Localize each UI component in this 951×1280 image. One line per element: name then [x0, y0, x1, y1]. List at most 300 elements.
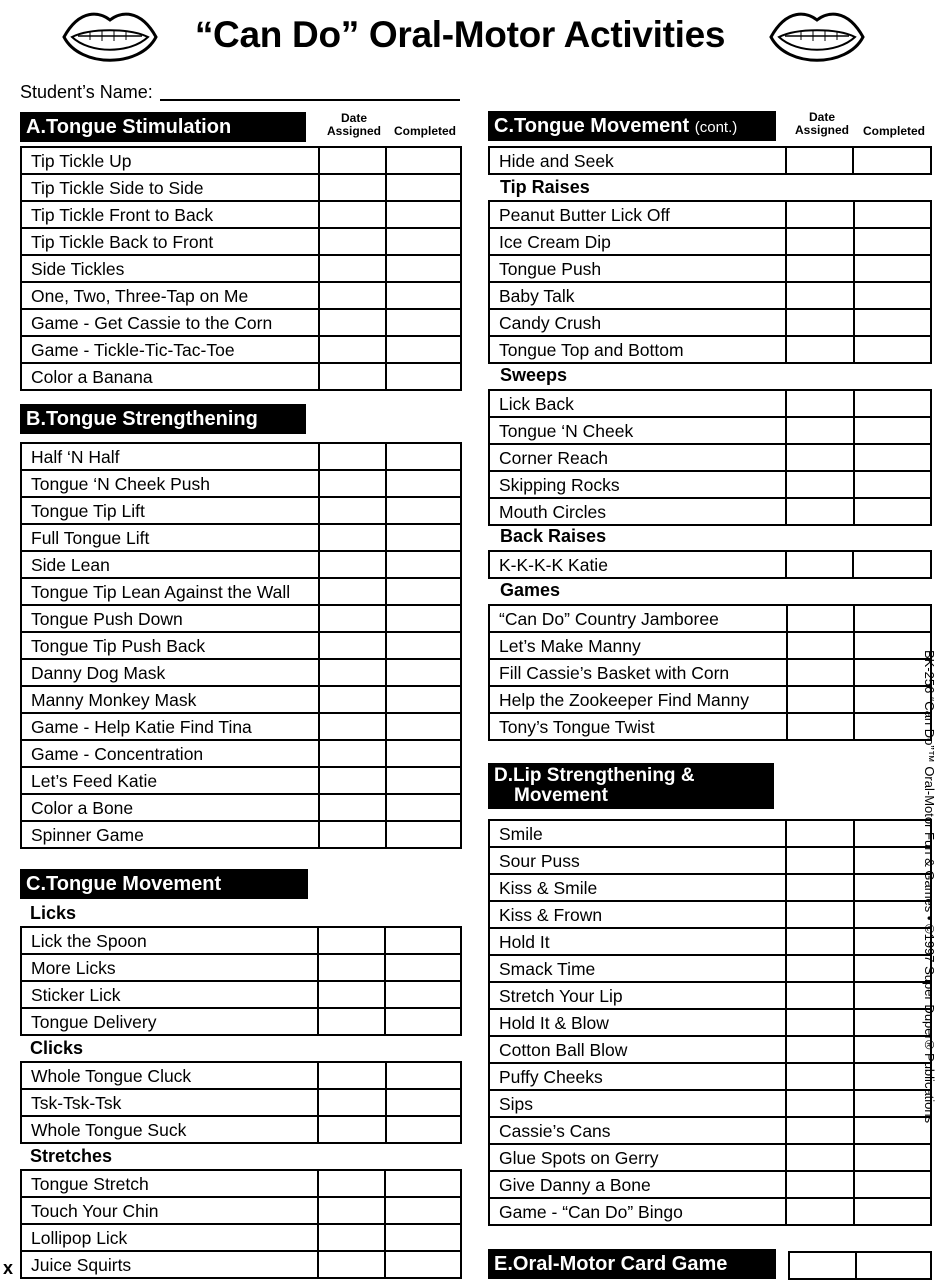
activity-row: [21, 1197, 461, 1224]
date-assigned-cell[interactable]: [319, 228, 386, 255]
completed-cell[interactable]: [386, 497, 461, 524]
activity-name: Tip Tickle Back to Front: [21, 228, 319, 255]
activity-name: One, Two, Three-Tap on Me: [21, 282, 319, 309]
date-assigned-cell[interactable]: [319, 336, 386, 363]
date-assigned-cell[interactable]: [319, 443, 386, 470]
subsection-stretches: Stretches: [30, 1146, 113, 1166]
activity-name: Cotton Ball Blow: [489, 1036, 786, 1063]
completed-cell[interactable]: [386, 363, 461, 390]
activity-row: [489, 605, 931, 632]
activity-name: Tongue Tip Push Back: [21, 632, 319, 659]
activity-name: Sips: [489, 1090, 786, 1117]
activity-row: [489, 1198, 931, 1225]
activity-row: [489, 336, 931, 363]
activity-name: Skipping Rocks: [489, 471, 786, 498]
date-assigned-cell[interactable]: [786, 228, 853, 255]
activity-name: K-K-K-K Katie: [489, 551, 786, 578]
completed-cell[interactable]: [386, 470, 461, 497]
activity-name: Whole Tongue Cluck: [21, 1062, 318, 1089]
activity-row: [489, 686, 931, 713]
activity-name: Tongue Push Down: [21, 605, 319, 632]
date-assigned-cell[interactable]: [786, 498, 854, 525]
completed-cell[interactable]: [854, 1171, 931, 1198]
activity-name: Side Tickles: [21, 255, 319, 282]
completed-cell[interactable]: [854, 955, 931, 982]
activity-name: Game - Tickle-Tic-Tac-Toe: [21, 336, 319, 363]
activity-name: Manny Monkey Mask: [21, 686, 319, 713]
date-assigned-cell[interactable]: [786, 955, 853, 982]
publisher-credit: BK-256 “Can Do”™ Oral-Motor Fun & Games • ©1997 Super Duper® Publications: [922, 650, 937, 1124]
activity-name: Peanut Butter Lick Off: [489, 201, 786, 228]
activity-name: Tongue Top and Bottom: [489, 336, 786, 363]
activity-row: [21, 981, 461, 1008]
date-assigned-cell[interactable]: [319, 605, 386, 632]
date-assigned-cell[interactable]: [786, 147, 854, 174]
completed-cell[interactable]: [854, 282, 931, 309]
date-assigned-cell[interactable]: [786, 928, 853, 955]
date-assigned-cell[interactable]: [318, 1170, 386, 1197]
completed-cell[interactable]: [385, 981, 461, 1008]
completed-cell[interactable]: [385, 1197, 461, 1224]
activity-name: Tongue Tip Lean Against the Wall: [21, 578, 319, 605]
activity-row: [489, 390, 931, 417]
date-assigned-cell[interactable]: [786, 1171, 853, 1198]
completed-cell[interactable]: [854, 874, 931, 901]
activity-name: Hold It: [489, 928, 786, 955]
date-assigned-cell[interactable]: [786, 1090, 853, 1117]
completed-cell[interactable]: [385, 927, 461, 954]
c-cont-top-table: [488, 146, 932, 175]
completed-cell[interactable]: [854, 309, 931, 336]
date-assigned-cell[interactable]: [319, 821, 386, 848]
activity-name: Juice Squirts: [21, 1251, 318, 1278]
date-assigned-cell[interactable]: [787, 686, 854, 713]
page-title: “Can Do” Oral-Motor Activities: [194, 14, 726, 55]
date-assigned-cell[interactable]: [319, 659, 386, 686]
completed-cell[interactable]: [854, 1063, 931, 1090]
completed-cell[interactable]: [854, 417, 932, 444]
completed-cell[interactable]: [386, 1062, 461, 1089]
activity-row: [21, 1062, 461, 1089]
completed-cell[interactable]: [854, 686, 931, 713]
date-assigned-cell[interactable]: [319, 686, 386, 713]
activity-row: [489, 1009, 931, 1036]
date-assigned-cell[interactable]: [318, 1251, 386, 1278]
activity-row: [21, 954, 461, 981]
activity-name: Sticker Lick: [21, 981, 318, 1008]
completed-cell[interactable]: [854, 390, 932, 417]
date-assigned-cell[interactable]: [786, 1117, 853, 1144]
activity-row: [21, 497, 461, 524]
date-assigned-cell[interactable]: [787, 659, 854, 686]
completed-cell[interactable]: [385, 1224, 461, 1251]
completed-cell[interactable]: [854, 201, 931, 228]
completed-cell[interactable]: [854, 228, 931, 255]
lips-icon: [767, 4, 867, 70]
completed-cell[interactable]: [854, 471, 932, 498]
completed-cell[interactable]: [386, 605, 461, 632]
subsection-licks: Licks: [30, 903, 77, 923]
activity-row: [21, 147, 461, 174]
date-assigned-cell[interactable]: [318, 1008, 386, 1035]
date-assigned-cell[interactable]: [319, 524, 386, 551]
completed-cell[interactable]: [854, 336, 931, 363]
completed-cell[interactable]: [386, 147, 461, 174]
activity-name: Tongue Push: [489, 255, 786, 282]
completed-cell[interactable]: [854, 659, 931, 686]
activity-name: Game - “Can Do” Bingo: [489, 1198, 786, 1225]
date-assigned-cell[interactable]: [319, 713, 386, 740]
activity-row: [489, 1090, 931, 1117]
activity-row: [21, 659, 461, 686]
activity-row: [489, 201, 931, 228]
completed-cell[interactable]: [386, 255, 461, 282]
activity-name: Tongue Delivery: [21, 1008, 318, 1035]
date-assigned-cell[interactable]: [786, 444, 854, 471]
activity-row: [489, 498, 931, 525]
activity-row: [21, 1251, 461, 1278]
activity-row: [21, 740, 461, 767]
activity-row: [21, 1116, 461, 1143]
clicks-table: [20, 1061, 462, 1144]
activity-row: [21, 363, 461, 390]
date-assigned-cell[interactable]: [319, 578, 386, 605]
activity-row: [21, 470, 461, 497]
activity-name: Tip Tickle Front to Back: [21, 201, 319, 228]
activity-name: Tongue ‘N Cheek: [489, 417, 786, 444]
section-e-header: E.Oral-Motor Card Game: [488, 1249, 776, 1279]
completed-cell[interactable]: [854, 1117, 931, 1144]
activity-row: [489, 982, 931, 1009]
section-a-header: A.Tongue Stimulation: [20, 112, 306, 142]
date-assigned-cell[interactable]: [786, 1063, 853, 1090]
activity-name: Lick the Spoon: [21, 927, 318, 954]
activity-row: [21, 1224, 461, 1251]
activity-name: Color a Bone: [21, 794, 319, 821]
date-assigned-cell[interactable]: [319, 794, 386, 821]
completed-cell[interactable]: [386, 686, 461, 713]
activity-row: [489, 659, 931, 686]
date-assigned-cell[interactable]: [787, 605, 854, 632]
activity-row: [21, 174, 461, 201]
activity-name: Let’s Make Manny: [489, 632, 787, 659]
date-assigned-cell[interactable]: [319, 174, 386, 201]
activity-row: [21, 282, 461, 309]
subsection-games: Games: [500, 580, 561, 600]
activity-row: [489, 901, 931, 928]
back-raises-table: [488, 550, 932, 579]
activity-name: Ice Cream Dip: [489, 228, 786, 255]
date-assigned-cell[interactable]: [319, 363, 386, 390]
section-d-header: D.Lip Strengthening & Movement: [488, 763, 774, 809]
activity-name: Tongue ‘N Cheek Push: [21, 470, 319, 497]
completed-cell[interactable]: [386, 1116, 461, 1143]
activity-name: Lick Back: [489, 390, 786, 417]
activity-row: [489, 255, 931, 282]
date-assigned-cell[interactable]: [319, 551, 386, 578]
completed-cell[interactable]: [386, 740, 461, 767]
activity-name: Corner Reach: [489, 444, 786, 471]
date-assigned-cell[interactable]: [319, 470, 386, 497]
date-assigned-cell[interactable]: [319, 632, 386, 659]
completed-cell[interactable]: [854, 982, 931, 1009]
activity-name: Danny Dog Mask: [21, 659, 319, 686]
activity-row: [489, 1171, 931, 1198]
lips-icon: [60, 4, 160, 70]
date-assigned-cell[interactable]: [319, 255, 386, 282]
activity-row: [21, 1089, 461, 1116]
activity-name: Kiss & Smile: [489, 874, 786, 901]
activity-row: [21, 336, 461, 363]
completed-cell[interactable]: [853, 551, 931, 578]
subsection-back-raises: Back Raises: [500, 526, 607, 546]
date-assigned-cell[interactable]: [789, 1252, 856, 1279]
date-assigned-cell[interactable]: [318, 927, 386, 954]
completed-cell[interactable]: [856, 1252, 931, 1279]
date-assigned-cell[interactable]: [319, 201, 386, 228]
completed-cell[interactable]: [386, 309, 461, 336]
completed-header: Completed: [393, 124, 456, 138]
completed-cell[interactable]: [854, 1198, 931, 1225]
activity-name: Puffy Cheeks: [489, 1063, 786, 1090]
date-assigned-cell[interactable]: [786, 1009, 853, 1036]
completed-cell[interactable]: [385, 1251, 461, 1278]
completed-cell[interactable]: [386, 336, 461, 363]
activity-name: Spinner Game: [21, 821, 319, 848]
completed-cell[interactable]: [386, 1089, 461, 1116]
activity-row: [489, 147, 931, 174]
completed-cell[interactable]: [854, 1009, 931, 1036]
completed-cell[interactable]: [854, 1090, 931, 1117]
activity-name: Game - Help Katie Find Tina: [21, 713, 319, 740]
subsection-sweeps: Sweeps: [500, 365, 568, 385]
activity-row: [489, 874, 931, 901]
activity-name: Sour Puss: [489, 847, 786, 874]
completed-cell[interactable]: [386, 767, 461, 794]
date-assigned-cell[interactable]: [786, 282, 853, 309]
activity-row: [489, 471, 931, 498]
activity-row: [489, 713, 931, 740]
activity-row: [489, 282, 931, 309]
activity-name: Color a Banana: [21, 363, 319, 390]
student-name-field[interactable]: [160, 99, 460, 101]
activity-row: [21, 309, 461, 336]
completed-cell[interactable]: [386, 551, 461, 578]
completed-cell[interactable]: [386, 821, 461, 848]
completed-cell[interactable]: [386, 632, 461, 659]
date-assigned-cell[interactable]: [786, 1144, 853, 1171]
date-assigned-cell[interactable]: [786, 1036, 853, 1063]
date-assigned-cell[interactable]: [786, 1198, 853, 1225]
date-assigned-cell[interactable]: [786, 982, 853, 1009]
activity-row: [489, 847, 931, 874]
date-assigned-cell[interactable]: [786, 201, 853, 228]
completed-cell[interactable]: [386, 201, 461, 228]
date-assigned-cell[interactable]: [319, 147, 386, 174]
activity-name: Give Danny a Bone: [489, 1171, 786, 1198]
date-assigned-cell[interactable]: [319, 740, 386, 767]
section-a-table: [20, 146, 462, 391]
activity-name: Stretch Your Lip: [489, 982, 786, 1009]
date-assigned-cell[interactable]: [318, 1197, 386, 1224]
activity-name: Touch Your Chin: [21, 1197, 318, 1224]
activity-name: Candy Crush: [489, 309, 786, 336]
tip-raises-table: [488, 200, 932, 364]
date-assigned-cell[interactable]: [318, 954, 386, 981]
activity-name: Half ‘N Half: [21, 443, 319, 470]
section-b-table: [20, 442, 462, 849]
activity-name: Tongue Stretch: [21, 1170, 318, 1197]
section-c-header: C.Tongue Movement: [20, 869, 308, 899]
section-c-cont-header: C.Tongue Movement (cont.): [488, 111, 776, 141]
activity-row: [489, 309, 931, 336]
date-assigned-cell[interactable]: [787, 713, 854, 740]
section-b-header: B.Tongue Strengthening: [20, 404, 306, 434]
completed-cell[interactable]: [386, 228, 461, 255]
date-assigned-cell[interactable]: [786, 390, 854, 417]
completed-cell[interactable]: [386, 282, 461, 309]
completed-cell[interactable]: [386, 578, 461, 605]
completed-cell[interactable]: [385, 1170, 461, 1197]
completed-header: Completed: [862, 124, 925, 138]
completed-cell[interactable]: [854, 901, 931, 928]
activity-row: [21, 713, 461, 740]
date-assigned-cell[interactable]: [318, 1089, 386, 1116]
activity-row: [21, 605, 461, 632]
activity-name: Tip Tickle Up: [21, 147, 319, 174]
date-assigned-cell[interactable]: [319, 497, 386, 524]
activity-name: Baby Talk: [489, 282, 786, 309]
date-assigned-cell[interactable]: [786, 336, 853, 363]
completed-cell[interactable]: [854, 255, 931, 282]
activity-row: [21, 228, 461, 255]
date-assigned-cell[interactable]: [786, 820, 853, 847]
activity-name: Let’s Feed Katie: [21, 767, 319, 794]
completed-cell[interactable]: [854, 928, 931, 955]
activity-row: [21, 1008, 461, 1035]
activity-name: Fill Cassie’s Basket with Corn: [489, 659, 787, 686]
completed-cell[interactable]: [854, 1036, 931, 1063]
activity-row: [489, 820, 931, 847]
date-assigned-cell[interactable]: [786, 901, 853, 928]
activity-row: [21, 524, 461, 551]
activity-row: [21, 578, 461, 605]
date-assigned-cell[interactable]: [318, 1224, 386, 1251]
games-table: [488, 604, 932, 741]
completed-cell[interactable]: [854, 632, 931, 659]
activity-row: [489, 1144, 931, 1171]
activity-row: [489, 1063, 931, 1090]
completed-cell[interactable]: [854, 498, 932, 525]
date-assigned-header: Date Assigned: [794, 110, 849, 137]
activity-row: [489, 1036, 931, 1063]
activity-row: [21, 686, 461, 713]
date-assigned-cell[interactable]: [786, 471, 854, 498]
activity-row: [489, 955, 931, 982]
activity-name: Kiss & Frown: [489, 901, 786, 928]
activity-name: Lollipop Lick: [21, 1224, 318, 1251]
activity-name: Game - Get Cassie to the Corn: [21, 309, 319, 336]
date-assigned-cell[interactable]: [787, 632, 854, 659]
completed-cell[interactable]: [854, 847, 931, 874]
date-assigned-cell[interactable]: [786, 847, 853, 874]
date-assigned-cell[interactable]: [319, 309, 386, 336]
completed-cell[interactable]: [385, 1008, 461, 1035]
activity-name: Side Lean: [21, 551, 319, 578]
activity-name: Tsk-Tsk-Tsk: [21, 1089, 318, 1116]
activity-name: Hold It & Blow: [489, 1009, 786, 1036]
corner-mark: x: [3, 1258, 14, 1278]
activity-name: Tony’s Tongue Twist: [489, 713, 787, 740]
completed-cell[interactable]: [386, 524, 461, 551]
date-assigned-cell[interactable]: [786, 417, 854, 444]
date-assigned-cell[interactable]: [786, 874, 853, 901]
activity-name: Mouth Circles: [489, 498, 786, 525]
completed-cell[interactable]: [386, 174, 461, 201]
activity-name: Whole Tongue Suck: [21, 1116, 318, 1143]
activity-row: [21, 821, 461, 848]
subsection-clicks: Clicks: [30, 1038, 84, 1058]
stretches-table: [20, 1169, 462, 1279]
activity-row: [489, 417, 931, 444]
completed-cell[interactable]: [853, 147, 931, 174]
date-assigned-cell[interactable]: [318, 1116, 386, 1143]
licks-table: [20, 926, 462, 1036]
date-assigned-cell[interactable]: [786, 309, 853, 336]
activity-name: “Can Do” Country Jamboree: [489, 605, 787, 632]
completed-cell[interactable]: [854, 1144, 931, 1171]
activity-row: [21, 551, 461, 578]
activity-row: [489, 632, 931, 659]
completed-cell[interactable]: [386, 713, 461, 740]
activity-row: [489, 928, 931, 955]
completed-cell[interactable]: [854, 444, 932, 471]
subsection-tip-raises: Tip Raises: [500, 177, 590, 197]
sweeps-table: [488, 389, 932, 526]
activity-name: More Licks: [21, 954, 318, 981]
activity-row: [21, 927, 461, 954]
date-assigned-cell[interactable]: [786, 551, 854, 578]
completed-cell[interactable]: [385, 954, 461, 981]
completed-cell[interactable]: [386, 794, 461, 821]
activity-name: Smack Time: [489, 955, 786, 982]
activity-name: Smile: [489, 820, 786, 847]
completed-cell[interactable]: [386, 443, 461, 470]
activity-row: [21, 443, 461, 470]
activity-row: [489, 228, 931, 255]
activity-row: [489, 1117, 931, 1144]
completed-cell[interactable]: [854, 713, 931, 740]
date-assigned-cell[interactable]: [786, 255, 853, 282]
activity-name: Hide and Seek: [489, 147, 786, 174]
date-assigned-cell[interactable]: [318, 1062, 386, 1089]
completed-cell[interactable]: [854, 820, 931, 847]
activity-row: [21, 1170, 461, 1197]
section-d-table: [488, 819, 932, 1226]
activity-row: [21, 632, 461, 659]
student-name-label: Student’s Name:: [20, 82, 153, 102]
completed-cell[interactable]: [386, 659, 461, 686]
date-assigned-cell[interactable]: [319, 282, 386, 309]
activity-row: [489, 551, 931, 578]
activity-row: [21, 201, 461, 228]
date-assigned-cell[interactable]: [318, 981, 386, 1008]
activity-name: Help the Zookeeper Find Manny: [489, 686, 787, 713]
activity-name: Glue Spots on Gerry: [489, 1144, 786, 1171]
completed-cell[interactable]: [854, 605, 931, 632]
activity-row: [21, 767, 461, 794]
date-assigned-cell[interactable]: [319, 767, 386, 794]
